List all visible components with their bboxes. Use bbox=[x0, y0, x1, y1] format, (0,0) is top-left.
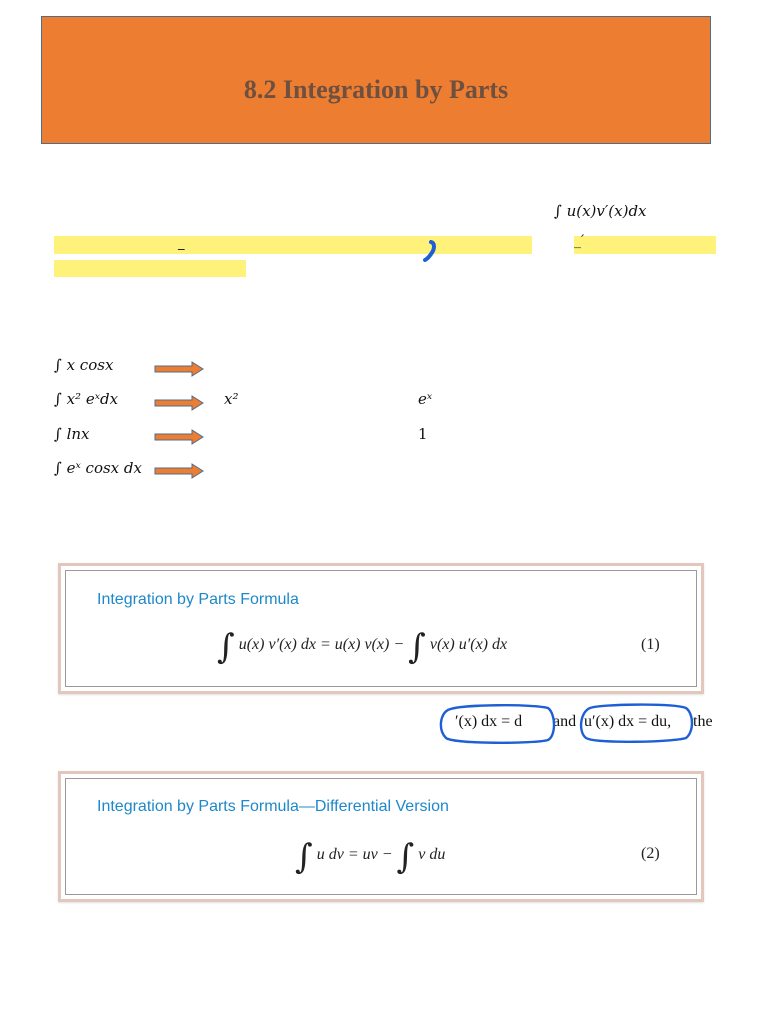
example-u-choice: x² bbox=[224, 390, 239, 408]
right-arrow-icon bbox=[154, 361, 204, 377]
formula-lhs: u dv = uv − bbox=[316, 846, 393, 863]
example-integral: ∫ eˣ cosx dx bbox=[54, 459, 142, 477]
integral-sign-icon: ∫ bbox=[408, 627, 426, 667]
formula-box bbox=[58, 771, 704, 902]
title-banner bbox=[41, 16, 711, 144]
formula-rhs: v(x) u′(x) dx bbox=[429, 636, 508, 653]
formula-rhs: v du bbox=[418, 846, 446, 863]
example-integral: ∫ x cosx bbox=[54, 356, 114, 374]
example-integral: ∫ lnx bbox=[54, 425, 90, 443]
highlight-bar bbox=[54, 260, 246, 277]
highlight-mark: _′ bbox=[574, 233, 585, 249]
highlight-mark: _ bbox=[178, 236, 185, 251]
substitution-second: u′(x) dx = du, bbox=[584, 713, 672, 730]
formula-lhs: u(x) v′(x) dx = u(x) v(x) − bbox=[238, 636, 405, 653]
substitution-and: and bbox=[553, 713, 577, 730]
pen-circle-annotation bbox=[434, 700, 724, 748]
integration-by-parts-formula bbox=[217, 627, 507, 667]
example-integral: ∫ x² eˣdx bbox=[54, 390, 119, 408]
page-title: 8.2 Integration by Parts bbox=[243, 75, 509, 104]
formula-title: Integration by Parts Formula bbox=[97, 591, 299, 608]
right-arrow-icon bbox=[154, 429, 204, 445]
integral-sign-icon: ∫ bbox=[396, 837, 415, 877]
highlight-bar bbox=[54, 236, 532, 254]
example-dv-choice: 1 bbox=[418, 425, 428, 443]
right-arrow-icon bbox=[154, 395, 204, 411]
substitution-tail: the bbox=[693, 713, 713, 730]
highlight-bar bbox=[574, 236, 716, 254]
integral-sign-icon: ∫ bbox=[217, 627, 235, 667]
pen-comma-mark bbox=[422, 240, 438, 262]
intro-integral: ∫ u(x)v′(x)dx bbox=[554, 202, 647, 220]
substitution-first: ′(x) dx = d bbox=[455, 713, 523, 730]
integral-sign-icon: ∫ bbox=[295, 837, 313, 877]
equation-number: (1) bbox=[641, 636, 660, 653]
differential-formula bbox=[295, 837, 445, 877]
formula-box bbox=[58, 563, 704, 694]
equation-number: (2) bbox=[641, 845, 660, 862]
formula-title: Integration by Parts Formula—Differential Version bbox=[97, 798, 449, 815]
right-arrow-icon bbox=[154, 463, 204, 479]
example-dv-choice: eˣ bbox=[418, 390, 433, 408]
